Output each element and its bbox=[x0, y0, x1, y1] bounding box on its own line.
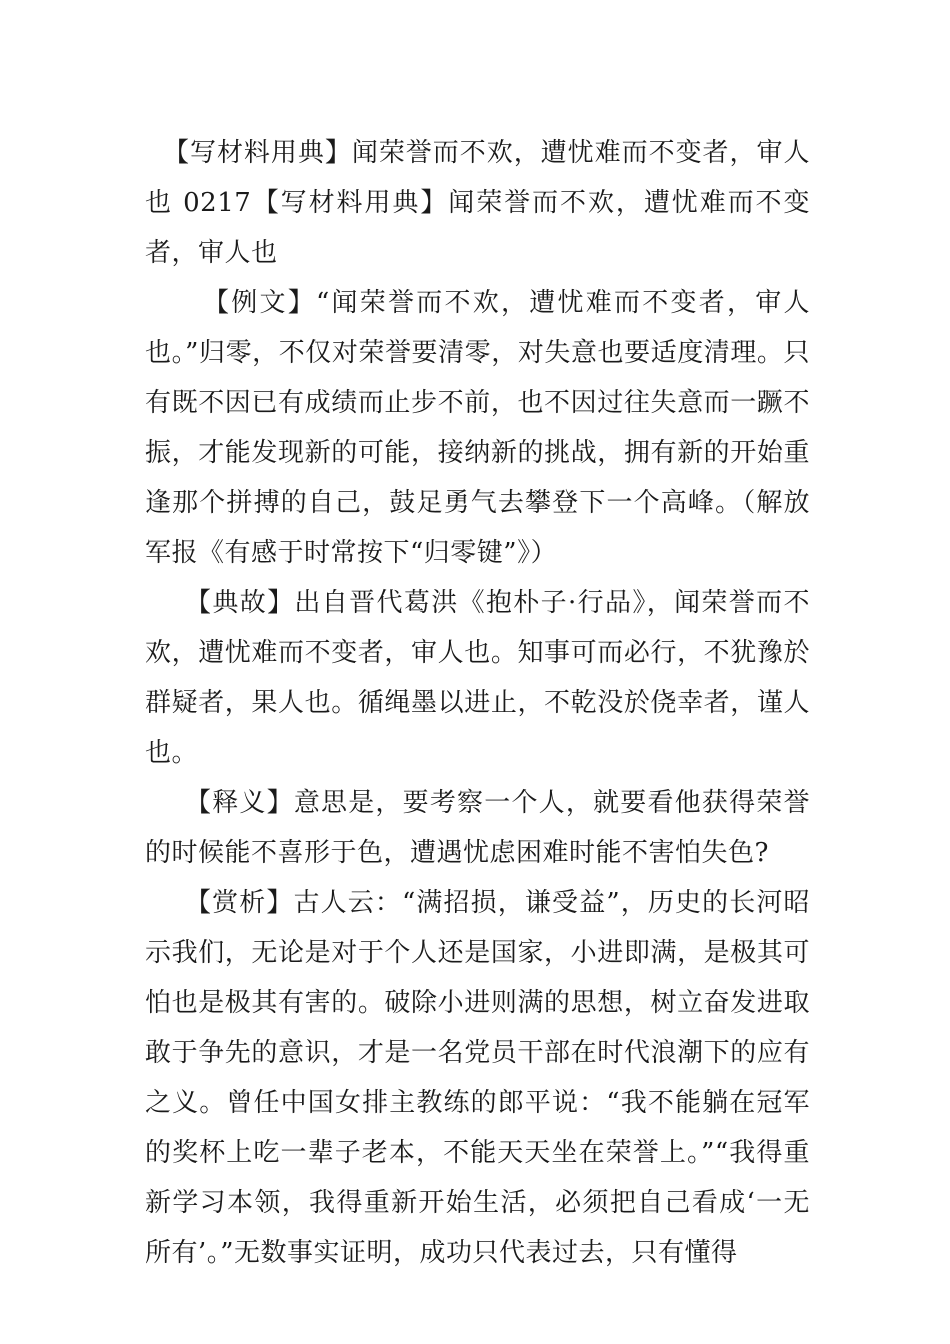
appreciation-paragraph: 【赏析】古人云：“满招损，谦受益”，历史的长河昭示我们，无论是对于个人还是国家，小进即满，是极其可怕也是极其有害的。破除小进则满的思想，树立奋发进取敢于争先的意识，才是一名党员干部在时代浪潮下的应有之义。曾任中国女排主教练的郎平说：“我不能躺在冠军的奖杯上吃一辈子老本，不能天天坐在荣誉上。”“我得重新学习本领，我得重新开始生活，必须把自己看成‘一无所有’。”无数事实证明，成功只代表过去，只有懂得 bbox=[145, 888, 810, 1268]
meaning-paragraph: 【释义】意思是，要考察一个人，就要看他获得荣誉的时候能不喜形于色，遭遇忧虑困难时能不害怕失色? bbox=[145, 788, 810, 868]
example-paragraph: 【例文】“闻荣誉而不欢，遭忧难而不变者，审人也。”归零，不仅对荣誉要清零，对失意也要适度清理。只有既不因已有成绩而止步不前，也不因过往失意而一蹶不振，才能发现新的可能，接纳新的挑战，拥有新的开始重逢那个拼搏的自己，鼓足勇气去攀登下一个高峰。（解放军报《有感于时常按下“归零键”》） bbox=[145, 288, 810, 568]
title-paragraph: 【写材料用典】闻荣誉而不欢，遭忧难而不变者，审人也 0217【写材料用典】闻荣誉而不欢，遭忧难而不变者，审人也 bbox=[145, 138, 810, 268]
allusion-paragraph: 【典故】出自晋代葛洪《抱朴子·行品》，闻荣誉而不欢，遭忧难而不变者，审人也。知事可而必行，不犹豫於群疑者，果人也。循绳墨以进止，不乾没於侥幸者，谨人也。 bbox=[145, 588, 810, 768]
document-body bbox=[145, 128, 810, 1278]
